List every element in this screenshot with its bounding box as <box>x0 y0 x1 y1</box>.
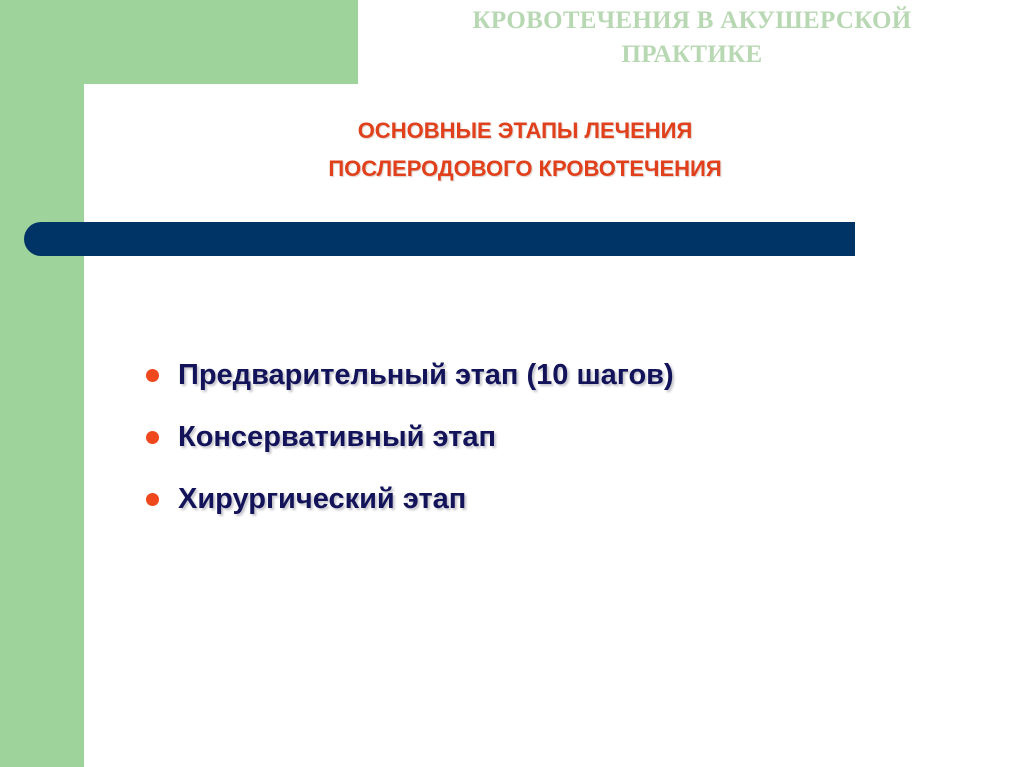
list-item <box>146 406 674 468</box>
slide-subtitle-line-1: ОСНОВНЫЕ ЭТАПЫ ЛЕЧЕНИЯ <box>357 118 693 143</box>
bullet-text: Хирургический этап <box>178 482 467 515</box>
green-side-band <box>0 0 84 767</box>
list-item <box>146 344 674 406</box>
slide-subtitle-line-2: ПОСЛЕРОДОВОГО КРОВОТЕЧЕНИЯ <box>328 156 722 181</box>
bullet-dot-icon <box>146 493 159 506</box>
header-title <box>400 4 984 72</box>
bullet-dot-icon <box>146 369 159 382</box>
bullet-text: Консервативный этап <box>178 420 496 453</box>
list-item <box>146 468 674 530</box>
slide-subtitle <box>240 112 810 188</box>
rounded-content-corner <box>84 84 144 144</box>
bullet-dot-icon <box>146 431 159 444</box>
bullet-text: Предварительный этап (10 шагов) <box>178 358 674 391</box>
green-top-band <box>0 0 358 84</box>
header-title-line-1: КРОВОТЕЧЕНИЯ В АКУШЕРСКОЙ <box>472 7 912 34</box>
bullet-list <box>146 344 674 530</box>
header-title-line-2: ПРАКТИКЕ <box>621 41 763 68</box>
navy-divider-bar <box>24 222 855 256</box>
